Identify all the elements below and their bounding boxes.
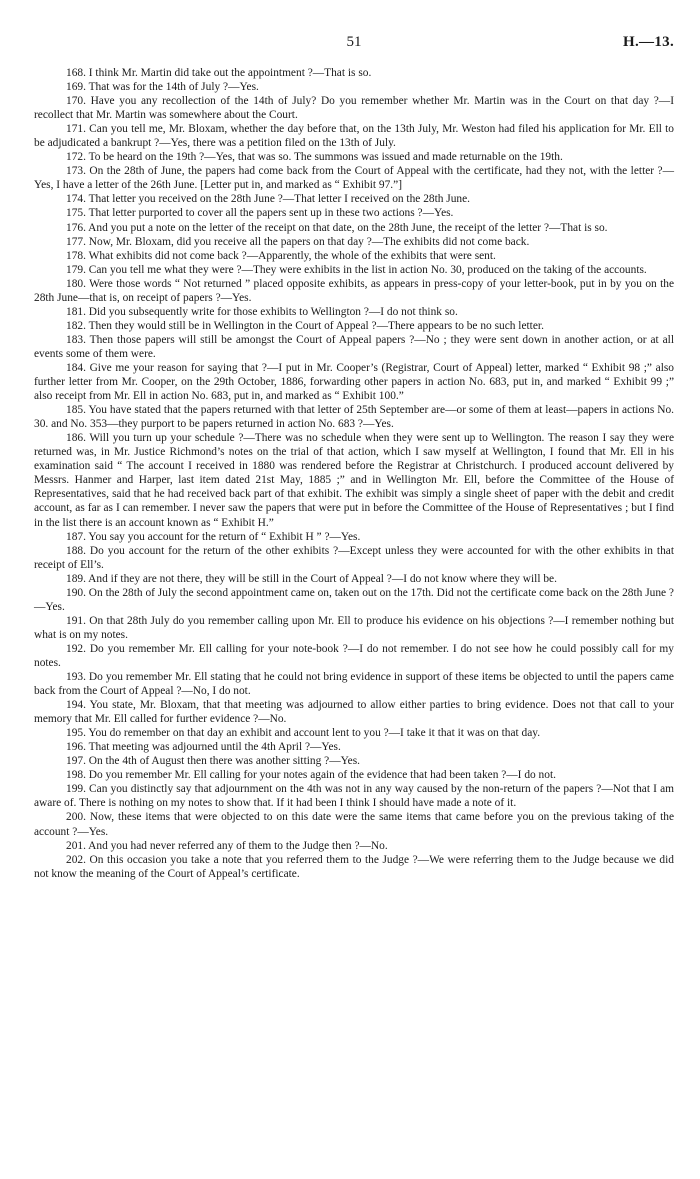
testimony-paragraph: 182. Then they would still be in Wellington in the Court of Appeal ?—There appears to be no such letter.	[66, 319, 544, 332]
testimony-paragraph: 181. Did you subsequently write for those exhibits to Wellington ?—I do not think so.	[66, 305, 458, 318]
testimony-paragraph: 170. Have you any recollection of the 14th of July? Do you remember whether Mr. Martin was in the Court on that day ?—I recollect that Mr. Martin was somewhere about the Court.	[34, 95, 674, 122]
testimony-paragraph: 188. Do you account for the return of the other exhibits ?—Except unless they were accounted for with the other exhibits in that receipt of Ell’s.	[34, 544, 674, 571]
testimony-paragraph: 201. And you had never referred any of them to the Judge then ?—No.	[66, 839, 388, 852]
testimony-paragraph: 197. On the 4th of August then there was another sitting ?—Yes.	[66, 755, 361, 768]
testimony-paragraph: 194. You state, Mr. Bloxam, that that meeting was adjourned to allow either parties to bring evidence. Does not that call to your memory that Mr. Ell called for further evidence ?—No.	[34, 699, 674, 726]
testimony-paragraph: 189. And if they are not there, they will be still in the Court of Appeal ?—I do not know where they will be.	[66, 572, 557, 585]
testimony-paragraph: 192. Do you remember Mr. Ell calling for your note-book ?—I do not remember. I do not see how he could possibly call for my notes.	[34, 642, 674, 669]
testimony-paragraph: 183. Then those papers will still be amongst the Court of Appeal papers ?—No ; they were sent down in another action, or at all events some of them were.	[34, 333, 674, 360]
document-page	[34, 34, 674, 881]
testimony-paragraph: 179. Can you tell me what they were ?—They were exhibits in the list in action No. 30, produced on the taking of the accounts.	[66, 263, 647, 276]
testimony-paragraph: 200. Now, these items that were objected to on this date were the same items that came before you on the previous taking of the account ?—Yes.	[34, 811, 674, 838]
testimony-paragraph: 196. That meeting was adjourned until the 4th April ?—Yes.	[66, 741, 341, 754]
testimony-paragraph: 198. Do you remember Mr. Ell calling for your notes again of the evidence that had been taken ?—I do not.	[66, 769, 556, 782]
testimony-paragraph: 190. On the 28th of July the second appointment came on, taken out on the 17th. Did not the certificate come back on the 28th June ?—Yes.	[34, 586, 674, 613]
testimony-paragraph: 202. On this occasion you take a note that you referred them to the Judge ?—We were referring them to the Judge because we did not know the meaning of the Court of Appeal’s certificate.	[34, 853, 674, 880]
testimony-paragraph: 187. You say you account for the return of “ Exhibit H ” ?—Yes.	[66, 530, 361, 543]
testimony-paragraph: 171. Can you tell me, Mr. Bloxam, whether the day before that, on the 13th July, Mr. Weston had filed his application for Mr. Ell to be adjudicated a bankrupt ?—Yes, there was a petition filed on the 13th of July.	[34, 123, 674, 150]
testimony-paragraph: 180. Were those words “ Not returned ” placed opposite exhibits, as appears in press-copy of your letter-book, put in by you on the 28th June—that is, on receipt of papers ?—Yes.	[34, 277, 674, 304]
testimony-paragraph: 168. I think Mr. Martin did take out the appointment ?—That is so.	[66, 67, 372, 79]
testimony-paragraph: 186. Will you turn up your schedule ?—There was no schedule when they were sent up to Wellington. The reason I say they were returned was, in Mr. Justice Richmond’s notes on the trial of that action, which I saw myself at Wellington, I found that Mr. Ell in his examination said “ The account I received in 1880 was rendered before the Registrar at Christchurch. I produced account delivered by Messrs. Hanmer and Harper, last item dated 21st May, 1885 ;” and in Wellington Mr. Ell, before the Committee of the House of Representatives, said that he had received back part of that exhibit. The exhibit was simply a single sheet of paper with the debit and credit account, as far as I can remember. I never saw the papers that were put in before the Committee of the House of Representatives ; but I find in the list there is an account known as “ Exhibit H.”	[34, 432, 674, 529]
testimony-paragraph: 178. What exhibits did not come back ?—Apparently, the whole of the exhibits that were sent.	[66, 249, 496, 262]
testimony-paragraph: 184. Give me your reason for saying that ?—I put in Mr. Cooper’s (Registrar, Court of Appeal) letter, marked “ Exhibit 98 ;” also further letter from Mr. Cooper, on the 29th October, 1886, forwarding other papers in action No. 683, put in, and marked “ Exhibit 99 ;” also receipt from Mr. Ell in action No. 683, put in, and marked as “ Exhibit 100.”	[34, 361, 674, 403]
testimony-body	[34, 66, 674, 881]
testimony-paragraph: 177. Now, Mr. Bloxam, did you receive all the papers on that day ?—The exhibits did not come back.	[66, 235, 530, 248]
page-header	[34, 34, 674, 56]
testimony-paragraph: 169. That was for the 14th of July ?—Yes.	[66, 81, 259, 94]
document-reference: H.—13.	[623, 34, 674, 50]
testimony-paragraph: 195. You do remember on that day an exhibit and account lent to you ?—I take it that it was on that day.	[66, 727, 541, 740]
testimony-paragraph: 172. To be heard on the 19th ?—Yes, that was so. The summons was issued and made returnable on the 19th.	[66, 151, 563, 164]
testimony-paragraph: 176. And you put a note on the letter of the receipt on that date, on the 28th June, the receipt of the letter ?—That is so.	[66, 221, 608, 234]
testimony-paragraph: 185. You have stated that the papers returned with that letter of 25th September are—or some of them at least—papers in actions No. 30. and No. 353—they purport to be papers returned in action No. 683 ?—Yes.	[34, 404, 674, 431]
testimony-paragraph: 193. Do you remember Mr. Ell stating that he could not bring evidence in support of these items be objected to until the papers came back from the Court of Appeal ?—No, I do not.	[34, 671, 674, 698]
testimony-paragraph: 191. On that 28th July do you remember calling upon Mr. Ell to produce his evidence on his objections ?—I remember nothing but what is on my notes.	[34, 614, 674, 641]
page-number: 51	[346, 34, 362, 50]
testimony-paragraph: 173. On the 28th of June, the papers had come back from the Court of Appeal with the certificate, had they not, with the letter ?—Yes, I have a letter of the 26th June. [Letter put in, and marked as “ Exhibit 97.”]	[34, 165, 674, 192]
testimony-paragraph: 175. That letter purported to cover all the papers sent up in these two actions ?—Yes.	[66, 207, 454, 220]
testimony-paragraph: 199. Can you distinctly say that adjournment on the 4th was not in any way caused by the non-return of the papers ?—Not that I am aware of. There is nothing on my notes to show that. If it had been I think I should have made a note of it.	[34, 783, 674, 810]
testimony-paragraph: 174. That letter you received on the 28th June ?—That letter I received on the 28th June.	[66, 193, 471, 206]
